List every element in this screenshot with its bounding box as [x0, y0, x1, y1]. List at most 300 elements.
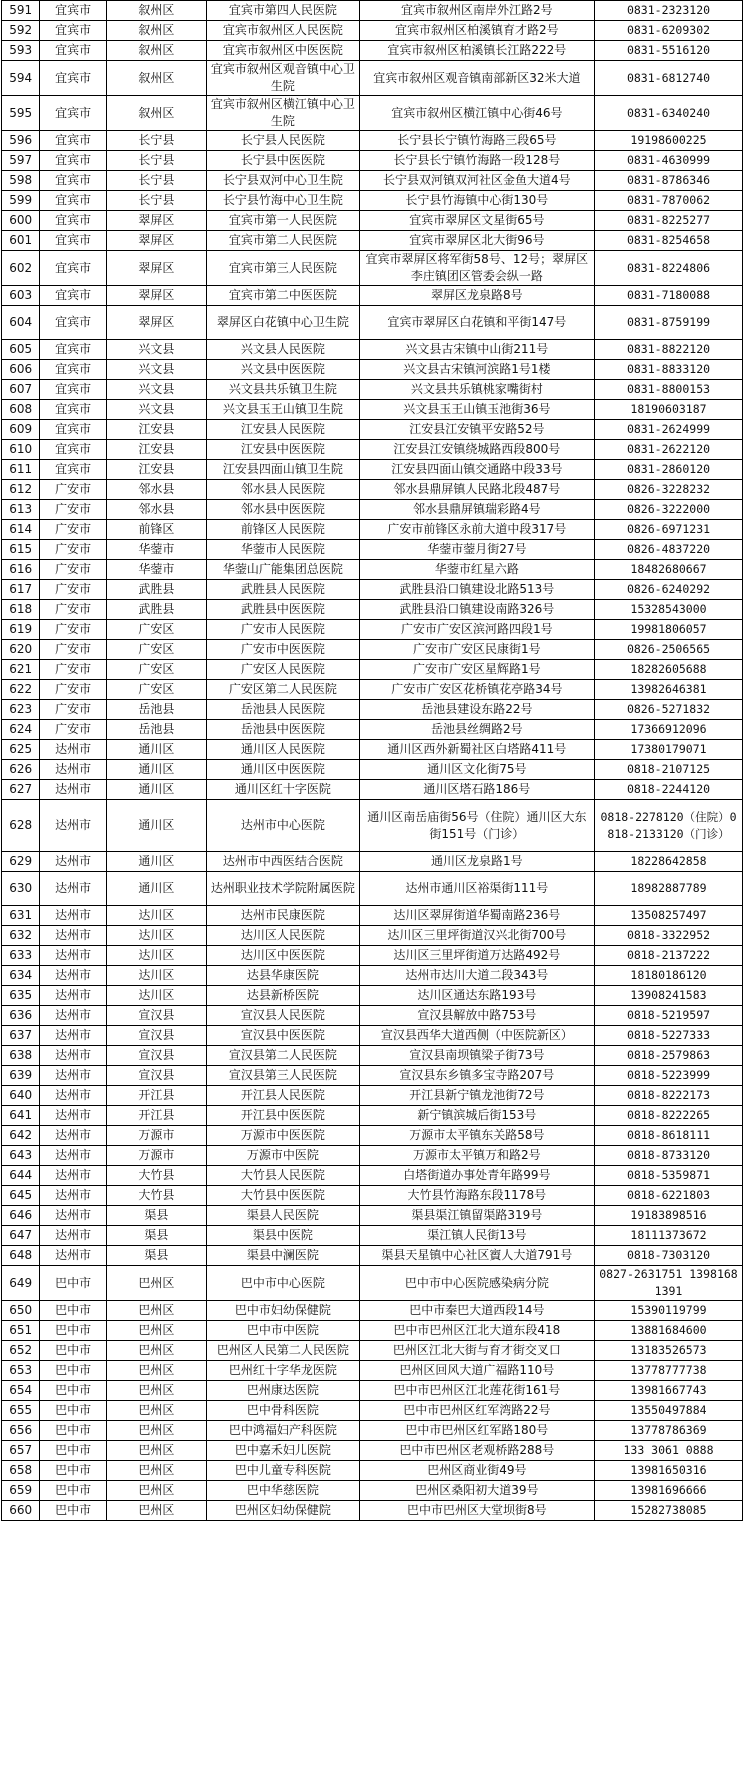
address-cell: 巴中市巴州区老观桥路288号	[359, 1441, 594, 1461]
city-cell: 达州市	[40, 1046, 106, 1066]
row-number: 660	[2, 1501, 40, 1521]
hospital-name-cell: 巴中市中心医院	[207, 1266, 360, 1301]
table-row	[2, 500, 743, 520]
phone-cell: 0826-6971231	[595, 520, 743, 540]
phone-cell: 0826-3228232	[595, 480, 743, 500]
row-number: 612	[2, 480, 40, 500]
city-cell: 达州市	[40, 926, 106, 946]
address-cell: 宜宾市叙州区柏溪镇长江路222号	[359, 41, 594, 61]
city-cell: 宜宾市	[40, 360, 106, 380]
phone-cell: 0831-8833120	[595, 360, 743, 380]
hospital-name-cell: 巴中鸿福妇产科医院	[207, 1421, 360, 1441]
address-cell: 达川区翠屏街道华蜀南路236号	[359, 906, 594, 926]
phone-cell: 15328543000	[595, 600, 743, 620]
table-row	[2, 1421, 743, 1441]
table-row	[2, 1481, 743, 1501]
district-cell: 长宁县	[106, 171, 206, 191]
address-cell: 宜宾市翠屏区北大街96号	[359, 231, 594, 251]
district-cell: 翠屏区	[106, 251, 206, 286]
city-cell: 宜宾市	[40, 191, 106, 211]
address-cell: 宜宾市翠屏区将军街58号、12号；翠屏区李庄镇团区管委会纵一路	[359, 251, 594, 286]
district-cell: 大竹县	[106, 1166, 206, 1186]
city-cell: 广安市	[40, 660, 106, 680]
address-cell: 宜宾市叙州区观音镇南部新区32米大道	[359, 61, 594, 96]
row-number: 592	[2, 21, 40, 41]
district-cell: 宣汉县	[106, 1026, 206, 1046]
table-row	[2, 906, 743, 926]
hospital-name-cell: 广安市中医医院	[207, 640, 360, 660]
address-cell: 巴州区回风大道广福路110号	[359, 1361, 594, 1381]
city-cell: 广安市	[40, 520, 106, 540]
city-cell: 宜宾市	[40, 251, 106, 286]
address-cell: 渠县天星镇中心社区賨人大道791号	[359, 1246, 594, 1266]
row-number: 644	[2, 1166, 40, 1186]
district-cell: 翠屏区	[106, 286, 206, 306]
table-row	[2, 96, 743, 131]
hospital-name-cell: 兴文县共乐镇卫生院	[207, 380, 360, 400]
phone-cell: 0831-8759199	[595, 306, 743, 340]
hospital-name-cell: 兴文县人民医院	[207, 340, 360, 360]
district-cell: 江安县	[106, 440, 206, 460]
row-number: 600	[2, 211, 40, 231]
hospital-name-cell: 翠屏区白花镇中心卫生院	[207, 306, 360, 340]
address-cell: 武胜县沿口镇建设北路513号	[359, 580, 594, 600]
phone-cell: 0818-2278120（住院）0818-2133120（门诊）	[595, 800, 743, 852]
hospital-name-cell: 达州市民康医院	[207, 906, 360, 926]
city-cell: 巴中市	[40, 1481, 106, 1501]
hospital-name-cell: 通川区红十字医院	[207, 780, 360, 800]
address-cell: 达州市达川大道二段343号	[359, 966, 594, 986]
row-number: 649	[2, 1266, 40, 1301]
row-number: 634	[2, 966, 40, 986]
row-number: 645	[2, 1186, 40, 1206]
phone-cell: 0826-6240292	[595, 580, 743, 600]
phone-cell: 18482680667	[595, 560, 743, 580]
address-cell: 江安县江安镇平安路52号	[359, 420, 594, 440]
table-row	[2, 1, 743, 21]
table-row	[2, 740, 743, 760]
city-cell: 巴中市	[40, 1301, 106, 1321]
hospital-name-cell: 宣汉县第二人民医院	[207, 1046, 360, 1066]
hospital-name-cell: 达县新桥医院	[207, 986, 360, 1006]
phone-cell: 0831-4630999	[595, 151, 743, 171]
phone-cell: 13981696666	[595, 1481, 743, 1501]
district-cell: 通川区	[106, 740, 206, 760]
table-row	[2, 1381, 743, 1401]
phone-cell: 17366912096	[595, 720, 743, 740]
phone-cell: 0831-7180088	[595, 286, 743, 306]
city-cell: 达州市	[40, 986, 106, 1006]
hospital-name-cell: 广安区人民医院	[207, 660, 360, 680]
hospital-name-cell: 江安县中医医院	[207, 440, 360, 460]
district-cell: 广安区	[106, 620, 206, 640]
row-number: 599	[2, 191, 40, 211]
hospital-name-cell: 通川区中医医院	[207, 760, 360, 780]
table-row	[2, 700, 743, 720]
district-cell: 巴州区	[106, 1461, 206, 1481]
hospital-name-cell: 广安市人民医院	[207, 620, 360, 640]
row-number: 633	[2, 946, 40, 966]
address-cell: 翠屏区龙泉路8号	[359, 286, 594, 306]
row-number: 602	[2, 251, 40, 286]
row-number: 659	[2, 1481, 40, 1501]
district-cell: 巴州区	[106, 1321, 206, 1341]
phone-cell: 0831-8224806	[595, 251, 743, 286]
city-cell: 广安市	[40, 560, 106, 580]
city-cell: 达州市	[40, 1186, 106, 1206]
city-cell: 宜宾市	[40, 440, 106, 460]
district-cell: 巴州区	[106, 1401, 206, 1421]
row-number: 635	[2, 986, 40, 1006]
row-number: 628	[2, 800, 40, 852]
phone-cell: 0826-2506565	[595, 640, 743, 660]
phone-cell: 18982887789	[595, 872, 743, 906]
city-cell: 达州市	[40, 1206, 106, 1226]
city-cell: 广安市	[40, 540, 106, 560]
address-cell: 宣汉县东乡镇多宝寺路207号	[359, 1066, 594, 1086]
hospital-name-cell: 兴文县玉王山镇卫生院	[207, 400, 360, 420]
row-number: 594	[2, 61, 40, 96]
city-cell: 巴中市	[40, 1401, 106, 1421]
city-cell: 宜宾市	[40, 151, 106, 171]
city-cell: 广安市	[40, 700, 106, 720]
address-cell: 万源市太平镇东关路58号	[359, 1126, 594, 1146]
hospital-table-body	[2, 1, 743, 1521]
address-cell: 华蓥市蓥月街27号	[359, 540, 594, 560]
phone-cell: 0831-8800153	[595, 380, 743, 400]
row-number: 639	[2, 1066, 40, 1086]
district-cell: 宣汉县	[106, 1046, 206, 1066]
city-cell: 宜宾市	[40, 306, 106, 340]
phone-cell: 0831-2624999	[595, 420, 743, 440]
phone-cell: 0831-8822120	[595, 340, 743, 360]
table-row	[2, 340, 743, 360]
table-row	[2, 251, 743, 286]
table-row	[2, 852, 743, 872]
table-row	[2, 926, 743, 946]
hospital-name-cell: 巴中骨科医院	[207, 1401, 360, 1421]
hospital-name-cell: 宜宾市叙州区人民医院	[207, 21, 360, 41]
phone-cell: 15282738085	[595, 1501, 743, 1521]
hospital-name-cell: 达川区人民医院	[207, 926, 360, 946]
address-cell: 广安市前锋区永前大道中段317号	[359, 520, 594, 540]
table-row	[2, 21, 743, 41]
hospital-name-cell: 达州职业技术学院附属医院	[207, 872, 360, 906]
city-cell: 巴中市	[40, 1381, 106, 1401]
district-cell: 江安县	[106, 420, 206, 440]
district-cell: 达川区	[106, 946, 206, 966]
hospital-name-cell: 江安县四面山镇卫生院	[207, 460, 360, 480]
row-number: 616	[2, 560, 40, 580]
hospital-name-cell: 万源市中医院	[207, 1146, 360, 1166]
address-cell: 巴中市巴州区红军湾路22号	[359, 1401, 594, 1421]
table-row	[2, 460, 743, 480]
phone-cell: 0826-3222000	[595, 500, 743, 520]
address-cell: 兴文县古宋镇河滨路1号1楼	[359, 360, 594, 380]
row-number: 650	[2, 1301, 40, 1321]
hospital-name-cell: 巴中市中医院	[207, 1321, 360, 1341]
address-cell: 长宁县长宁镇竹海路一段128号	[359, 151, 594, 171]
table-row	[2, 560, 743, 580]
city-cell: 宜宾市	[40, 41, 106, 61]
table-row	[2, 600, 743, 620]
city-cell: 广安市	[40, 620, 106, 640]
district-cell: 巴州区	[106, 1501, 206, 1521]
row-number: 631	[2, 906, 40, 926]
table-row	[2, 580, 743, 600]
address-cell: 渠江镇人民街13号	[359, 1226, 594, 1246]
hospital-name-cell: 长宁县中医医院	[207, 151, 360, 171]
address-cell: 通川区南岳庙街56号（住院）通川区大东街151号（门诊）	[359, 800, 594, 852]
district-cell: 大竹县	[106, 1186, 206, 1206]
row-number: 648	[2, 1246, 40, 1266]
hospital-name-cell: 渠县中澜医院	[207, 1246, 360, 1266]
city-cell: 达州市	[40, 852, 106, 872]
hospital-name-cell: 通川区人民医院	[207, 740, 360, 760]
city-cell: 达州市	[40, 1166, 106, 1186]
table-row	[2, 211, 743, 231]
hospital-name-cell: 广安区第二人民医院	[207, 680, 360, 700]
table-row	[2, 480, 743, 500]
city-cell: 宜宾市	[40, 21, 106, 41]
hospital-name-cell: 华蓥市人民医院	[207, 540, 360, 560]
district-cell: 广安区	[106, 680, 206, 700]
address-cell: 广安市广安区滨河路四段1号	[359, 620, 594, 640]
hospital-name-cell: 宜宾市第三人民医院	[207, 251, 360, 286]
address-cell: 长宁县双河镇双河社区金鱼大道4号	[359, 171, 594, 191]
district-cell: 岳池县	[106, 720, 206, 740]
district-cell: 翠屏区	[106, 211, 206, 231]
address-cell: 岳池县建设东路22号	[359, 700, 594, 720]
row-number: 605	[2, 340, 40, 360]
district-cell: 通川区	[106, 800, 206, 852]
phone-cell: 13778777738	[595, 1361, 743, 1381]
phone-cell: 0827-2631751 13981681391	[595, 1266, 743, 1301]
address-cell: 达川区三里坪街道汉兴北街700号	[359, 926, 594, 946]
address-cell: 巴中市巴州区大堂坝街8号	[359, 1501, 594, 1521]
hospital-name-cell: 华蓥山广能集团总医院	[207, 560, 360, 580]
table-row	[2, 191, 743, 211]
hospital-name-cell: 江安县人民医院	[207, 420, 360, 440]
city-cell: 达州市	[40, 1146, 106, 1166]
city-cell: 巴中市	[40, 1341, 106, 1361]
city-cell: 广安市	[40, 480, 106, 500]
city-cell: 宜宾市	[40, 380, 106, 400]
district-cell: 前锋区	[106, 520, 206, 540]
row-number: 611	[2, 460, 40, 480]
city-cell: 宜宾市	[40, 460, 106, 480]
row-number: 638	[2, 1046, 40, 1066]
phone-cell: 0826-4837220	[595, 540, 743, 560]
district-cell: 华蓥市	[106, 540, 206, 560]
address-cell: 宜宾市翠屏区白花镇和平街147号	[359, 306, 594, 340]
address-cell: 兴文县古宋镇中山街211号	[359, 340, 594, 360]
hospital-name-cell: 达川区中医医院	[207, 946, 360, 966]
address-cell: 长宁县长宁镇竹海路三段65号	[359, 131, 594, 151]
address-cell: 岳池县丝绸路2号	[359, 720, 594, 740]
hospital-name-cell: 长宁县双河中心卫生院	[207, 171, 360, 191]
district-cell: 渠县	[106, 1226, 206, 1246]
city-cell: 宜宾市	[40, 420, 106, 440]
hospital-name-cell: 开江县人民医院	[207, 1086, 360, 1106]
row-number: 657	[2, 1441, 40, 1461]
district-cell: 邻水县	[106, 500, 206, 520]
address-cell: 宣汉县南坝镇梁子街73号	[359, 1046, 594, 1066]
table-row	[2, 660, 743, 680]
row-number: 595	[2, 96, 40, 131]
city-cell: 达州市	[40, 1226, 106, 1246]
district-cell: 万源市	[106, 1126, 206, 1146]
phone-cell: 0831-2622120	[595, 440, 743, 460]
city-cell: 广安市	[40, 500, 106, 520]
hospital-name-cell: 武胜县人民医院	[207, 580, 360, 600]
address-cell: 巴中市巴州区红军路180号	[359, 1421, 594, 1441]
district-cell: 邻水县	[106, 480, 206, 500]
hospital-name-cell: 巴州区人民第二人民医院	[207, 1341, 360, 1361]
address-cell: 巴中市巴州区江北莲花街161号	[359, 1381, 594, 1401]
city-cell: 宜宾市	[40, 231, 106, 251]
address-cell: 宜宾市叙州区柏溪镇育才路2号	[359, 21, 594, 41]
phone-cell: 0831-5516120	[595, 41, 743, 61]
table-row	[2, 1441, 743, 1461]
table-row	[2, 1266, 743, 1301]
district-cell: 宣汉县	[106, 1006, 206, 1026]
table-row	[2, 360, 743, 380]
row-number: 632	[2, 926, 40, 946]
row-number: 658	[2, 1461, 40, 1481]
hospital-name-cell: 巴中儿童专科医院	[207, 1461, 360, 1481]
phone-cell: 0818-8733120	[595, 1146, 743, 1166]
phone-cell: 0818-3322952	[595, 926, 743, 946]
table-row	[2, 872, 743, 906]
phone-cell: 0831-6812740	[595, 61, 743, 96]
address-cell: 通川区龙泉路1号	[359, 852, 594, 872]
phone-cell: 17380179071	[595, 740, 743, 760]
phone-cell: 0818-2244120	[595, 780, 743, 800]
district-cell: 通川区	[106, 872, 206, 906]
address-cell: 宜宾市叙州区横江镇中心街46号	[359, 96, 594, 131]
hospital-table	[1, 0, 743, 1521]
district-cell: 兴文县	[106, 380, 206, 400]
row-number: 627	[2, 780, 40, 800]
hospital-name-cell: 巴州红十字华龙医院	[207, 1361, 360, 1381]
district-cell: 开江县	[106, 1106, 206, 1126]
district-cell: 武胜县	[106, 600, 206, 620]
row-number: 609	[2, 420, 40, 440]
row-number: 630	[2, 872, 40, 906]
address-cell: 兴文县玉王山镇玉池街36号	[359, 400, 594, 420]
address-cell: 巴州区桑阳初大道39号	[359, 1481, 594, 1501]
city-cell: 广安市	[40, 720, 106, 740]
table-row	[2, 41, 743, 61]
table-row	[2, 1146, 743, 1166]
phone-cell: 15390119799	[595, 1301, 743, 1321]
district-cell: 兴文县	[106, 400, 206, 420]
address-cell: 邻水县鼎屏镇人民路北段487号	[359, 480, 594, 500]
table-row	[2, 1361, 743, 1381]
phone-cell: 0818-5359871	[595, 1166, 743, 1186]
hospital-name-cell: 巴州区妇幼保健院	[207, 1501, 360, 1521]
phone-cell: 0818-8618111	[595, 1126, 743, 1146]
phone-cell: 13908241583	[595, 986, 743, 1006]
city-cell: 达州市	[40, 872, 106, 906]
city-cell: 宜宾市	[40, 340, 106, 360]
district-cell: 叙州区	[106, 21, 206, 41]
address-cell: 宣汉县解放中路753号	[359, 1006, 594, 1026]
district-cell: 巴州区	[106, 1381, 206, 1401]
city-cell: 广安市	[40, 600, 106, 620]
address-cell: 江安县四面山镇交通路中段33号	[359, 460, 594, 480]
address-cell: 新宁镇滨城后街153号	[359, 1106, 594, 1126]
row-number: 596	[2, 131, 40, 151]
table-row	[2, 946, 743, 966]
city-cell: 巴中市	[40, 1441, 106, 1461]
hospital-name-cell: 巴中华慈医院	[207, 1481, 360, 1501]
city-cell: 宜宾市	[40, 61, 106, 96]
table-row	[2, 151, 743, 171]
address-cell: 通川区塔石路186号	[359, 780, 594, 800]
address-cell: 广安市广安区花桥镇花亭路34号	[359, 680, 594, 700]
city-cell: 达州市	[40, 1006, 106, 1026]
row-number: 642	[2, 1126, 40, 1146]
hospital-name-cell: 岳池县人民医院	[207, 700, 360, 720]
phone-cell: 0818-8222173	[595, 1086, 743, 1106]
address-cell: 万源市太平镇万和路2号	[359, 1146, 594, 1166]
table-row	[2, 620, 743, 640]
address-cell: 兴文县共乐镇桃家嘴街村	[359, 380, 594, 400]
district-cell: 巴州区	[106, 1266, 206, 1301]
district-cell: 江安县	[106, 460, 206, 480]
city-cell: 达州市	[40, 946, 106, 966]
address-cell: 渠县渠江镇留渠路319号	[359, 1206, 594, 1226]
district-cell: 巴州区	[106, 1301, 206, 1321]
row-number: 622	[2, 680, 40, 700]
phone-cell: 18190603187	[595, 400, 743, 420]
district-cell: 叙州区	[106, 61, 206, 96]
table-row	[2, 1401, 743, 1421]
row-number: 604	[2, 306, 40, 340]
hospital-name-cell: 大竹县人民医院	[207, 1166, 360, 1186]
row-number: 618	[2, 600, 40, 620]
phone-cell: 13778786369	[595, 1421, 743, 1441]
hospital-name-cell: 宣汉县中医医院	[207, 1026, 360, 1046]
phone-cell: 13183526573	[595, 1341, 743, 1361]
phone-cell: 0818-2579863	[595, 1046, 743, 1066]
row-number: 601	[2, 231, 40, 251]
row-number: 653	[2, 1361, 40, 1381]
hospital-name-cell: 达州市中西医结合医院	[207, 852, 360, 872]
address-cell: 宜宾市翠屏区文星街65号	[359, 211, 594, 231]
table-row	[2, 286, 743, 306]
hospital-name-cell: 兴文县中医医院	[207, 360, 360, 380]
row-number: 624	[2, 720, 40, 740]
row-number: 608	[2, 400, 40, 420]
address-cell: 长宁县竹海镇中心街130号	[359, 191, 594, 211]
table-row	[2, 966, 743, 986]
row-number: 615	[2, 540, 40, 560]
phone-cell: 0818-5223999	[595, 1066, 743, 1086]
table-row	[2, 131, 743, 151]
city-cell: 达州市	[40, 740, 106, 760]
phone-cell: 0818-6221803	[595, 1186, 743, 1206]
hospital-name-cell: 长宁县竹海中心卫生院	[207, 191, 360, 211]
phone-cell: 0818-2107125	[595, 760, 743, 780]
table-row	[2, 380, 743, 400]
hospital-name-cell: 宣汉县人民医院	[207, 1006, 360, 1026]
table-row	[2, 1086, 743, 1106]
table-row	[2, 1046, 743, 1066]
table-row	[2, 1461, 743, 1481]
